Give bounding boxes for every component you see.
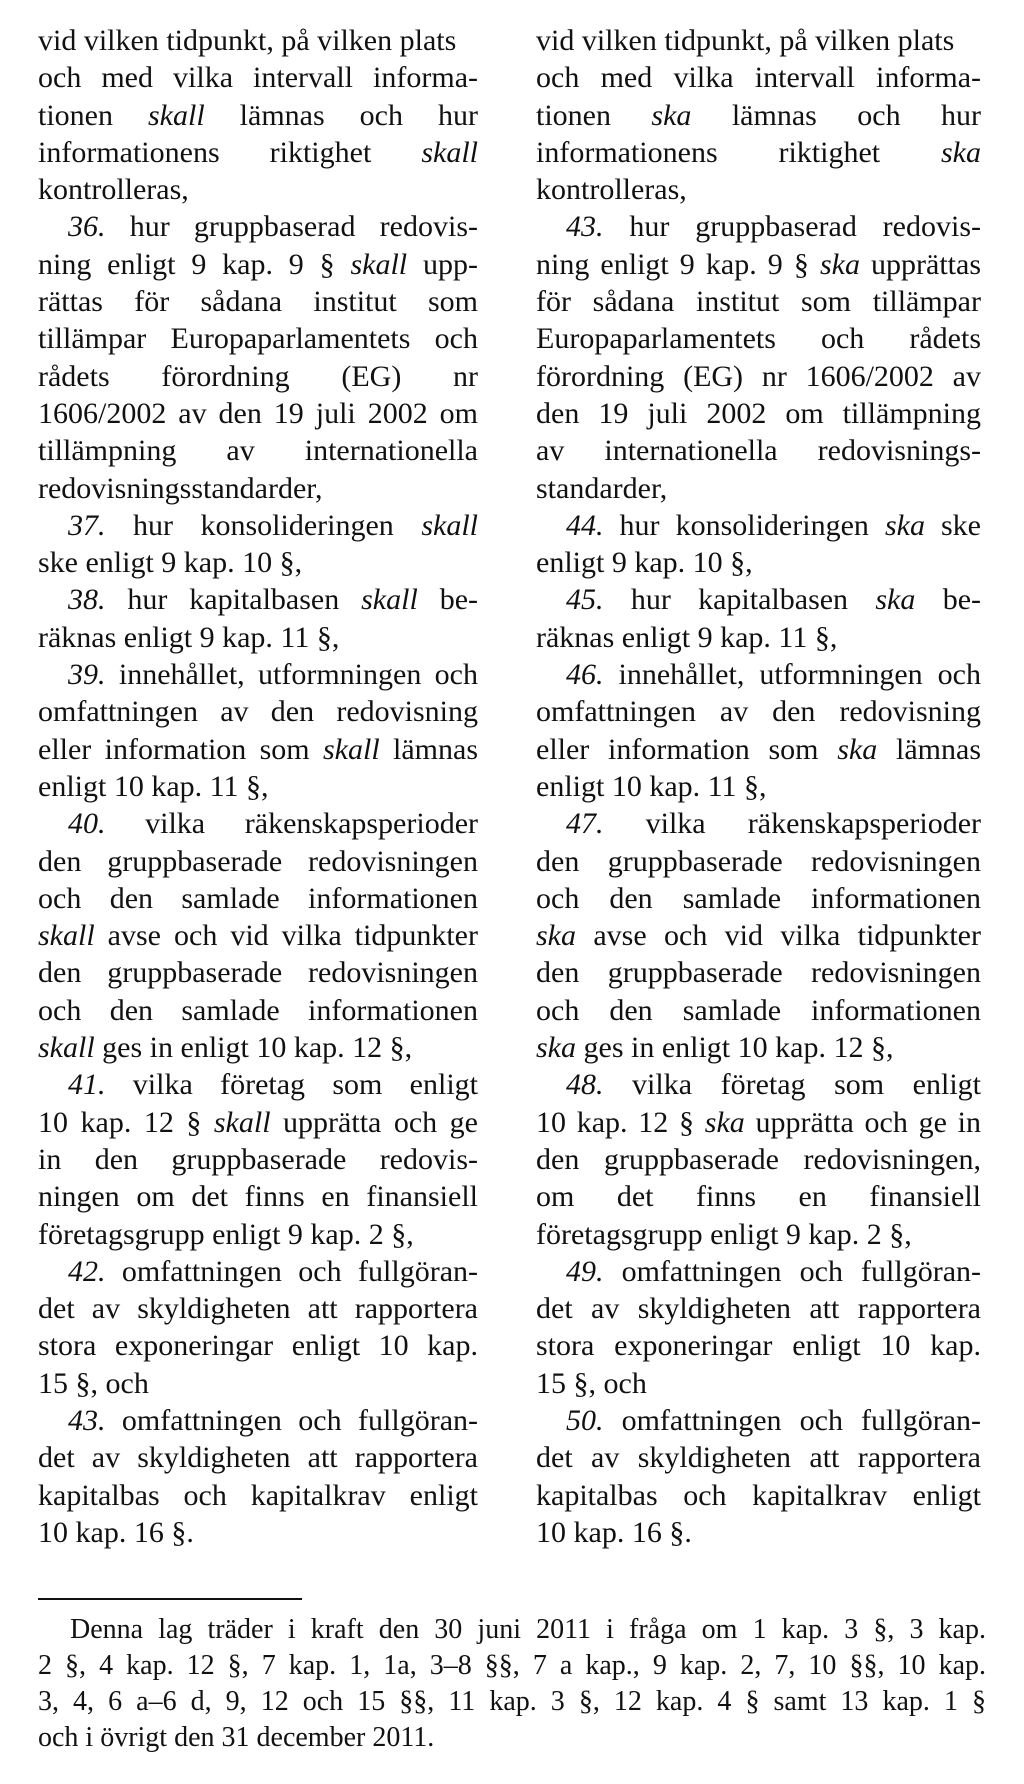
text-line (536, 97, 981, 134)
text-run: vilka företag som enligt (105, 1068, 478, 1102)
text-line (536, 1029, 981, 1066)
text-run: hur gruppbaserad redovis- (105, 210, 478, 244)
text-line (38, 246, 478, 283)
text-run: det av skyldigheten att rapportera (38, 1292, 478, 1326)
text-run: 10 kap. 16 §. (38, 1515, 194, 1549)
text-line (536, 1141, 981, 1178)
emphasized-word: ska (884, 508, 925, 542)
text-line (536, 283, 981, 320)
text-run: hur kapitalbasen (105, 583, 362, 617)
item-number: 50. (566, 1403, 604, 1437)
emphasized-word: ska (704, 1105, 745, 1139)
text-run: av internationella redovisnings- (536, 434, 981, 468)
text-run: tillämpning av internationella (38, 434, 478, 468)
emphasized-word: skall (38, 919, 95, 953)
text-run: den gruppbaserade redovisningen (38, 844, 478, 878)
text-line (536, 320, 981, 357)
emphasized-word: skall (421, 508, 478, 542)
text-run: vid vilken tidpunkt, på vilken plats (38, 24, 457, 57)
text-run: 1606/2002 av den 19 juli 2002 om (38, 396, 478, 430)
text-line (38, 581, 478, 618)
text-line (536, 619, 981, 656)
text-run: kontrolleras, (38, 173, 189, 207)
text-run: Europaparlamentets och rådets (536, 322, 981, 356)
text-line (536, 992, 981, 1029)
text-run: för sådana institut som tillämpar (536, 285, 981, 319)
text-line (38, 1178, 478, 1215)
text-line (536, 470, 981, 507)
text-run: den gruppbaserade redovisningen (536, 844, 981, 878)
text-line (38, 880, 478, 917)
text-run: lämnas (877, 732, 981, 766)
emphasized-word: skall (38, 1031, 95, 1065)
text-run: ges in enligt 10 kap. 12 §, (576, 1031, 894, 1065)
text-line (536, 805, 981, 842)
text-run: hur kapitalbasen (603, 583, 876, 617)
emphasized-word: ska (875, 583, 916, 617)
text-line (38, 208, 478, 245)
text-run: 10 kap. 12 § (536, 1105, 705, 1139)
text-run: tillämpar Europaparlamentets och (38, 322, 478, 356)
text-line (38, 1402, 478, 1439)
emphasized-word: ska (651, 98, 692, 132)
text-line (536, 880, 981, 917)
text-run: 10 kap. 16 §. (536, 1515, 692, 1549)
text-line (536, 395, 981, 432)
text-run: och med vilka intervall informa- (536, 61, 981, 95)
item-number: 42. (68, 1254, 106, 1288)
text-line (38, 1327, 478, 1364)
text-run: den gruppbaserade redovisningen, (536, 1142, 981, 1176)
right-column (536, 22, 981, 1551)
text-run: och med vilka intervall informa- (38, 61, 478, 95)
text-run: den gruppbaserade redovisningen (38, 956, 478, 990)
text-line (38, 1514, 478, 1551)
text-line (38, 1439, 478, 1476)
text-run: kapitalbas och kapitalkrav enligt (38, 1478, 478, 1512)
text-line (38, 1477, 478, 1514)
text-line (38, 1141, 478, 1178)
text-run: det av skyldigheten att rapportera (536, 1292, 981, 1326)
text-run: informationens riktighet (536, 135, 941, 169)
text-line (536, 1514, 981, 1551)
text-run: eller information som (38, 732, 323, 766)
emphasized-word: skall (361, 583, 418, 617)
text-run: ning enligt 9 kap. 9 § (536, 247, 820, 281)
text-line (536, 1253, 981, 1290)
item-number: 43. (566, 210, 604, 244)
text-run: företagsgrupp enligt 9 kap. 2 §, (536, 1217, 912, 1251)
left-column (38, 22, 478, 1551)
emphasized-word: skall (421, 135, 478, 169)
item-number: 49. (566, 1254, 604, 1288)
text-run: stora exponeringar enligt 10 kap. (536, 1329, 981, 1363)
text-run: hur gruppbaserad redovis- (603, 210, 981, 244)
footnote-line: Denna lag träder i kraft den 30 juni 2011 i fråga om 1 kap. 3 §, 3 kap. (70, 1614, 986, 1645)
footnote (38, 1612, 986, 1756)
text-line (536, 358, 981, 395)
text-line (38, 470, 478, 507)
text-line (38, 1066, 478, 1103)
text-line (38, 22, 478, 59)
text-line (38, 507, 478, 544)
text-run: enligt 9 kap. 10 §, (536, 546, 753, 580)
text-line (536, 1216, 981, 1253)
text-line (38, 1216, 478, 1253)
text-run: upprätta och ge (270, 1105, 478, 1139)
text-run: kontrolleras, (536, 173, 687, 207)
text-run: be- (915, 583, 981, 617)
text-run: och den samlade informationen (536, 993, 981, 1027)
footnote-line: 2 §, 4 kap. 12 §, 7 kap. 1, 1a, 3–8 §§, 7 a kap., 9 kap. 2, 7, 10 §§, 10 kap. (38, 1650, 986, 1681)
text-line (536, 432, 981, 469)
text-line (536, 693, 981, 730)
text-run: tionen (38, 98, 148, 132)
text-run: rättas för sådana institut som (38, 285, 478, 319)
text-line (536, 581, 981, 618)
text-line (38, 432, 478, 469)
text-line (38, 1029, 478, 1066)
text-run: redovisningsstandarder, (38, 471, 323, 505)
text-line (536, 1477, 981, 1514)
text-run: innehållet, utformningen och (105, 658, 478, 692)
text-run: omfattningen och fullgöran- (105, 1403, 478, 1437)
text-line (38, 1104, 478, 1141)
text-run: ning enligt 9 kap. 9 § (38, 247, 351, 281)
text-line (536, 1327, 981, 1364)
text-run: omfattningen av den redovisning (536, 695, 981, 729)
text-line (536, 1178, 981, 1215)
text-line (38, 171, 478, 208)
emphasized-word: skall (323, 732, 380, 766)
text-line (38, 954, 478, 991)
text-line (38, 1365, 478, 1402)
text-run: 15 §, och (536, 1366, 647, 1400)
text-run: vid vilken tidpunkt, på vilken plats (536, 24, 955, 57)
text-run: det av skyldigheten att rapportera (38, 1441, 478, 1475)
item-number: 41. (68, 1068, 106, 1102)
emphasized-word: skall (148, 98, 205, 132)
text-line (38, 992, 478, 1029)
text-run: vilka räkenskapsperioder (105, 807, 478, 841)
text-run: omfattningen och fullgöran- (603, 1254, 981, 1288)
text-line (536, 171, 981, 208)
text-run: innehållet, utformningen och (603, 658, 981, 692)
text-run: vilka företag som enligt (603, 1068, 981, 1102)
item-number: 45. (566, 583, 604, 617)
text-line (536, 507, 981, 544)
text-line (536, 1066, 981, 1103)
text-line (536, 544, 981, 581)
text-run: enligt 10 kap. 11 §, (536, 769, 767, 803)
text-line (536, 59, 981, 96)
text-line (38, 917, 478, 954)
text-line (38, 320, 478, 357)
text-line (38, 59, 478, 96)
emphasized-word: skall (213, 1105, 271, 1139)
text-run: vilka räkenskapsperioder (603, 807, 981, 841)
text-run: standarder, (536, 471, 668, 505)
text-line (536, 656, 981, 693)
text-run: tionen (536, 98, 652, 132)
text-run: eller information som (536, 732, 838, 766)
text-run: och den samlade informationen (38, 993, 478, 1027)
text-run: stora exponeringar enligt 10 kap. (38, 1329, 478, 1363)
text-run: räknas enligt 9 kap. 11 §, (38, 620, 340, 654)
text-line (38, 395, 478, 432)
item-number: 44. (566, 508, 604, 542)
text-run: om det finns en finansiell (536, 1180, 981, 1214)
emphasized-word: ska (536, 919, 576, 953)
text-run: be- (417, 583, 478, 617)
text-line (536, 768, 981, 805)
text-run: hur konsolideringen (105, 508, 422, 542)
text-line (38, 693, 478, 730)
text-line (536, 1104, 981, 1141)
text-line (536, 843, 981, 880)
text-line (38, 619, 478, 656)
item-number: 43. (68, 1403, 106, 1437)
emphasized-word: ska (536, 1031, 576, 1065)
text-line (38, 768, 478, 805)
text-run: företagsgrupp enligt 9 kap. 2 §, (38, 1217, 414, 1251)
text-line (536, 134, 981, 171)
text-run: lämnas (379, 732, 478, 766)
text-run: och den samlade informationen (38, 881, 478, 915)
item-number: 48. (566, 1068, 604, 1102)
text-line (536, 731, 981, 768)
text-run: räknas enligt 9 kap. 11 §, (536, 620, 838, 654)
footnote-separator (38, 1598, 302, 1600)
emphasized-word: ska (837, 732, 878, 766)
text-line (38, 358, 478, 395)
item-number: 47. (566, 807, 604, 841)
text-line (38, 544, 478, 581)
text-line (536, 208, 981, 245)
text-run: upprättas (859, 247, 981, 281)
text-line (536, 1402, 981, 1439)
text-line (38, 134, 478, 171)
text-run: omfattningen av den redovisning (38, 695, 478, 729)
text-run: den gruppbaserade redovisningen (536, 956, 981, 990)
text-run: omfattningen och fullgöran- (603, 1403, 981, 1437)
text-line (536, 917, 981, 954)
text-run: avse och vid vilka tidpunkter (94, 919, 478, 953)
item-number: 46. (566, 658, 604, 692)
text-run: det av skyldigheten att rapportera (536, 1441, 981, 1475)
text-line (38, 97, 478, 134)
text-run: förordning (EG) nr 1606/2002 av (536, 359, 981, 393)
text-run: den 19 juli 2002 om tillämpning (536, 396, 981, 430)
text-line (38, 1290, 478, 1327)
emphasized-word: ska (941, 135, 981, 169)
text-line (536, 1290, 981, 1327)
text-line (536, 954, 981, 991)
text-line (38, 283, 478, 320)
item-number: 38. (68, 583, 106, 617)
item-number: 37. (68, 508, 106, 542)
text-run: omfattningen och fullgöran- (105, 1254, 478, 1288)
text-run: lämnas och hur (691, 98, 981, 132)
text-line (536, 1365, 981, 1402)
text-line (536, 246, 981, 283)
text-run: informationens riktighet (38, 135, 422, 169)
text-run: in den gruppbaserade redovis- (38, 1142, 478, 1176)
text-run: enligt 10 kap. 11 §, (38, 769, 269, 803)
text-line (38, 1253, 478, 1290)
text-line (38, 805, 478, 842)
footnote-line: och i övrigt den 31 december 2011. (38, 1722, 435, 1753)
text-run: lämnas och hur (204, 98, 478, 132)
item-number: 39. (68, 658, 106, 692)
text-run: ske enligt 9 kap. 10 §, (38, 546, 303, 580)
text-run: 15 §, och (38, 1366, 149, 1400)
text-line (536, 22, 981, 59)
text-line (38, 656, 478, 693)
text-line (38, 731, 478, 768)
text-run: ningen om det finns en finansiell (38, 1180, 478, 1214)
text-run: ske (924, 508, 981, 542)
text-run: avse och vid vilka tidpunkter (576, 919, 981, 953)
text-run: upprätta och ge in (744, 1105, 981, 1139)
text-run: hur konsolideringen (603, 508, 885, 542)
emphasized-word: ska (819, 247, 860, 281)
text-run: och den samlade informationen (536, 881, 981, 915)
item-number: 36. (68, 210, 106, 244)
item-number: 40. (68, 807, 106, 841)
emphasized-word: skall (350, 247, 408, 281)
text-run: ges in enligt 10 kap. 12 §, (94, 1031, 413, 1065)
footnote-line: 3, 4, 6 a–6 d, 9, 12 och 15 §§, 11 kap. 3 §, 12 kap. 4 § samt 13 kap. 1 § (38, 1686, 986, 1717)
text-run: kapitalbas och kapitalkrav enligt (536, 1478, 981, 1512)
text-run: upp- (407, 247, 478, 281)
text-run: 10 kap. 12 § (38, 1105, 214, 1139)
text-line (536, 1439, 981, 1476)
text-run: rådets förordning (EG) nr (38, 359, 478, 393)
text-line (38, 843, 478, 880)
